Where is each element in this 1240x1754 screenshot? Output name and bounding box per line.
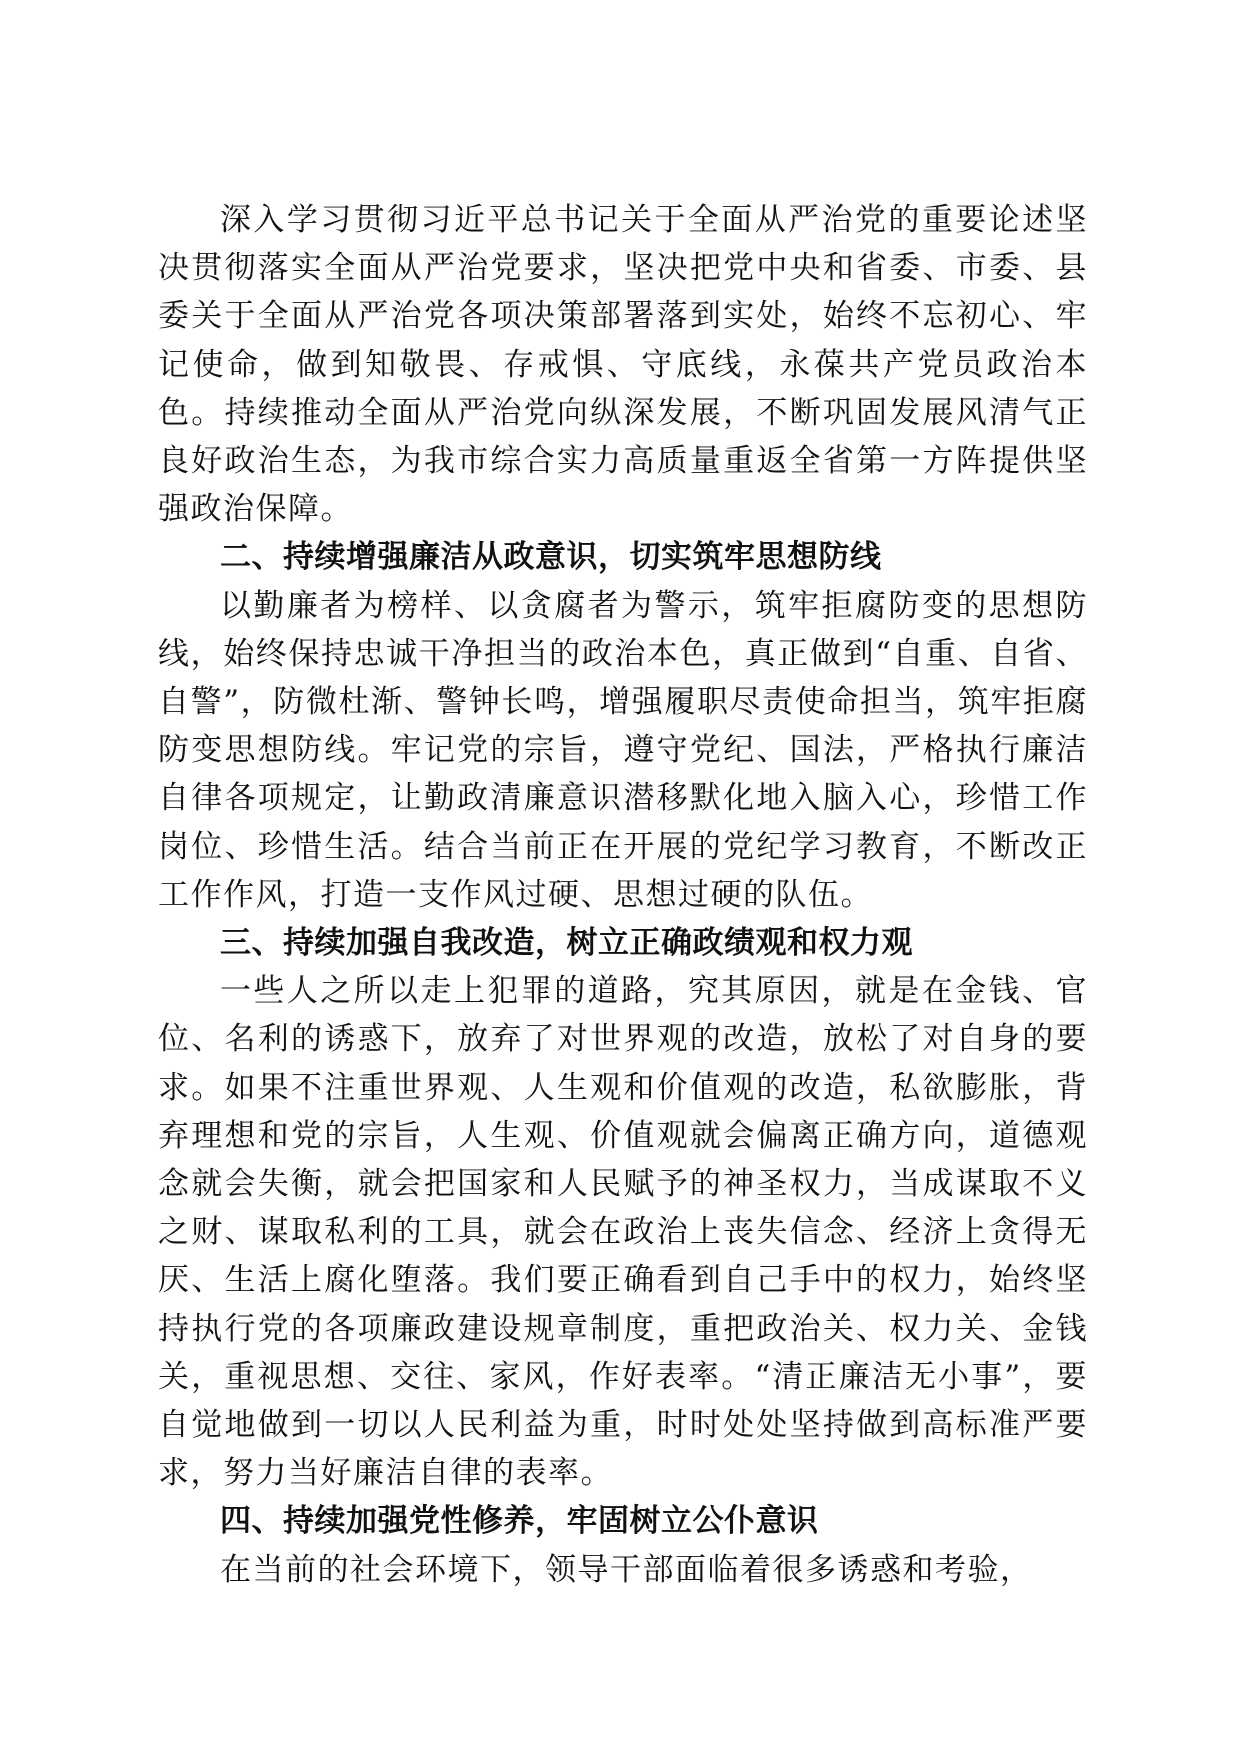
paragraph-intro: 深入学习贯彻习近平总书记关于全面从严治党的重要论述坚决贯彻落实全面从严治党要求，坚决把党中央和省委、市委、县委关于全面从严治党各项决策部署落到实处，始终不忘初心、牢记使命，做到知敬畏、存戒惧、守底线，永葆共产党员政治本色。持续推动全面从严治党向纵深发展，不断巩固发展风清气正良好政治生态，为我市综合实力高质量重返全省第一方阵提供坚强政治保障。 xyxy=(158,202,1088,528)
section-heading-2: 二、持续增强廉洁从政意识，切实筑牢思想防线 xyxy=(220,539,882,576)
paragraph-section-4: 在当前的社会环境下，领导干部面临着很多诱惑和考验， xyxy=(220,1551,1033,1588)
document-page xyxy=(158,196,1088,1594)
paragraph-section-3: 一些人之所以走上犯罪的道路，究其原因，就是在金钱、官位、名利的诱惑下，放弃了对世界观的改造，放松了对自身的要求。如果不注重世界观、人生观和价值观的改造，私欲膨胀，背弃理想和党的宗旨，人生观、价值观就会偏离正确方向，道德观念就会失衡，就会把国家和人民赋予的神圣权力，当成谋取不义之财、谋取私利的工具，就会在政治上丧失信念、经济上贪得无厌、生活上腐化堕落。我们要正确看到自己手中的权力，始终坚持执行党的各项廉政建设规章制度，重把政治关、权力关、金钱关，重视思想、交往、家风，作好表率。“清正廉洁无小事”，要自觉地做到一切以人民利益为重，时时处处坚持做到高标准严要求，努力当好廉洁自律的表率。 xyxy=(158,973,1088,1492)
paragraph-section-2: 以勤廉者为榜样、以贪腐者为警示，筑牢拒腐防变的思想防线，始终保持忠诚干净担当的政治本色，真正做到“自重、自省、自警”，防微杜渐、警钟长鸣，增强履职尽责使命担当，筑牢拒腐防变思想防线。牢记党的宗旨，遵守党纪、国法，严格执行廉洁自律各项规定，让勤政清廉意识潜移默化地入脑入心，珍惜工作岗位、珍惜生活。结合当前正在开展的党纪学习教育，不断改正工作作风，打造一支作风过硬、思想过硬的队伍。 xyxy=(158,587,1088,913)
section-heading-4: 四、持续加强党性修养，牢固树立公仆意识 xyxy=(220,1503,819,1540)
section-heading-3: 三、持续加强自我改造，树立正确政绩观和权力观 xyxy=(220,925,913,962)
